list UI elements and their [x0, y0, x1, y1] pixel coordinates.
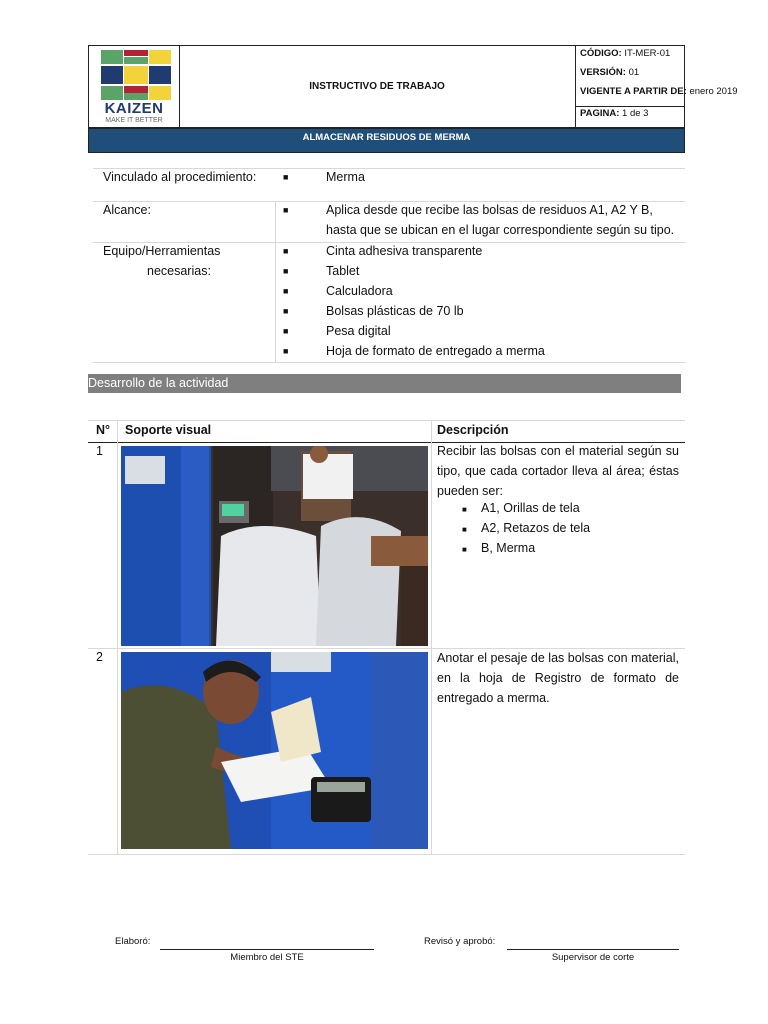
linked-label: Vinculado al procedimiento: [103, 170, 257, 184]
divider [88, 420, 685, 421]
col-header-description: Descripción [437, 423, 509, 437]
tool-item: Cinta adhesiva transparente [326, 244, 483, 258]
tool-item: Tablet [326, 264, 360, 278]
bullet-icon: ■ [462, 505, 467, 514]
worker-writing-image [121, 652, 428, 849]
step-1-photo [121, 446, 428, 646]
step-1-item: A2, Retazos de tela [481, 521, 591, 535]
page-field: PAGINA: 1 de 3 [580, 108, 649, 119]
bullet-icon: ■ [283, 286, 289, 296]
logo-mark [101, 50, 171, 102]
approved-by-signature-line [507, 949, 679, 950]
scope-value: Aplica desde que recibe las bolsas de residuos A1, A2 Y B, hasta que se ubican en el lugar correspondiente según su tipo. [326, 203, 675, 237]
bullet-icon: ■ [283, 346, 289, 356]
tool-item: Bolsas plásticas de 70 lb [326, 304, 464, 318]
bullet-icon: ■ [283, 306, 289, 316]
tools-label-2: necesarias: [147, 264, 211, 278]
bullet-icon: ■ [462, 545, 467, 554]
tool-item: Pesa digital [326, 324, 391, 338]
made-by-role: Miembro del STE [230, 952, 304, 963]
bullet-icon: ■ [283, 205, 289, 215]
logo-tagline: MAKE IT BETTER [105, 117, 163, 124]
tool-item: Hoja de formato de entregado a merma [326, 344, 545, 358]
step-2-description: Anotar el pesaje de las bolsas con material, en la hoja de Registro de formato de entregado a merma. [437, 651, 679, 705]
step-1-item: A1, Orillas de tela [481, 501, 580, 515]
step-1-item: B, Merma [481, 541, 536, 555]
step-number: 1 [96, 444, 103, 458]
step-2-photo [121, 652, 428, 849]
bullet-icon: ■ [283, 326, 289, 336]
divider [93, 362, 685, 363]
kaizen-logo [89, 46, 180, 127]
valid-from-field: VIGENTE A PARTIR DE: enero 2019 [580, 86, 738, 97]
column-divider [117, 420, 118, 854]
made-by-label: Elaboró: [115, 936, 151, 947]
code-field: CÓDIGO: IT-MER-01 [580, 48, 671, 59]
divider [88, 854, 685, 855]
tools-label: Equipo/Herramientas [103, 244, 221, 258]
version-field: VERSIÓN: 01 [580, 67, 640, 78]
step-1-description: Recibir las bolsas con el material según su tipo, que cada cortador lleva al área; éstas pueden ser: [437, 444, 679, 498]
bullet-icon: ■ [283, 246, 289, 256]
col-header-visual: Soporte visual [125, 423, 212, 437]
section-title: Desarrollo de la actividad [88, 374, 681, 393]
made-by-signature-line [160, 949, 374, 950]
document-header [88, 45, 738, 128]
linked-value: Merma [326, 170, 365, 184]
approved-by-role: Supervisor de corte [551, 952, 635, 963]
column-divider [275, 201, 276, 362]
document-banner: ALMACENAR RESIDUOS DE MERMA [88, 128, 685, 153]
column-divider [431, 420, 432, 854]
warehouse-bags-image [121, 446, 428, 646]
step-number: 2 [96, 650, 103, 664]
document-type: INSTRUCTIVO DE TRABAJO [179, 46, 576, 127]
col-header-number: N° [96, 423, 111, 437]
approved-by-label: Revisó y aprobó: [424, 936, 496, 947]
document-meta [576, 46, 738, 127]
scope-label: Alcance: [103, 203, 151, 217]
bullet-icon: ■ [283, 266, 289, 276]
logo-wordmark: KAIZEN [104, 100, 164, 117]
bullet-icon: ■ [283, 172, 289, 182]
bullet-icon: ■ [462, 525, 467, 534]
tool-item: Calculadora [326, 284, 393, 298]
